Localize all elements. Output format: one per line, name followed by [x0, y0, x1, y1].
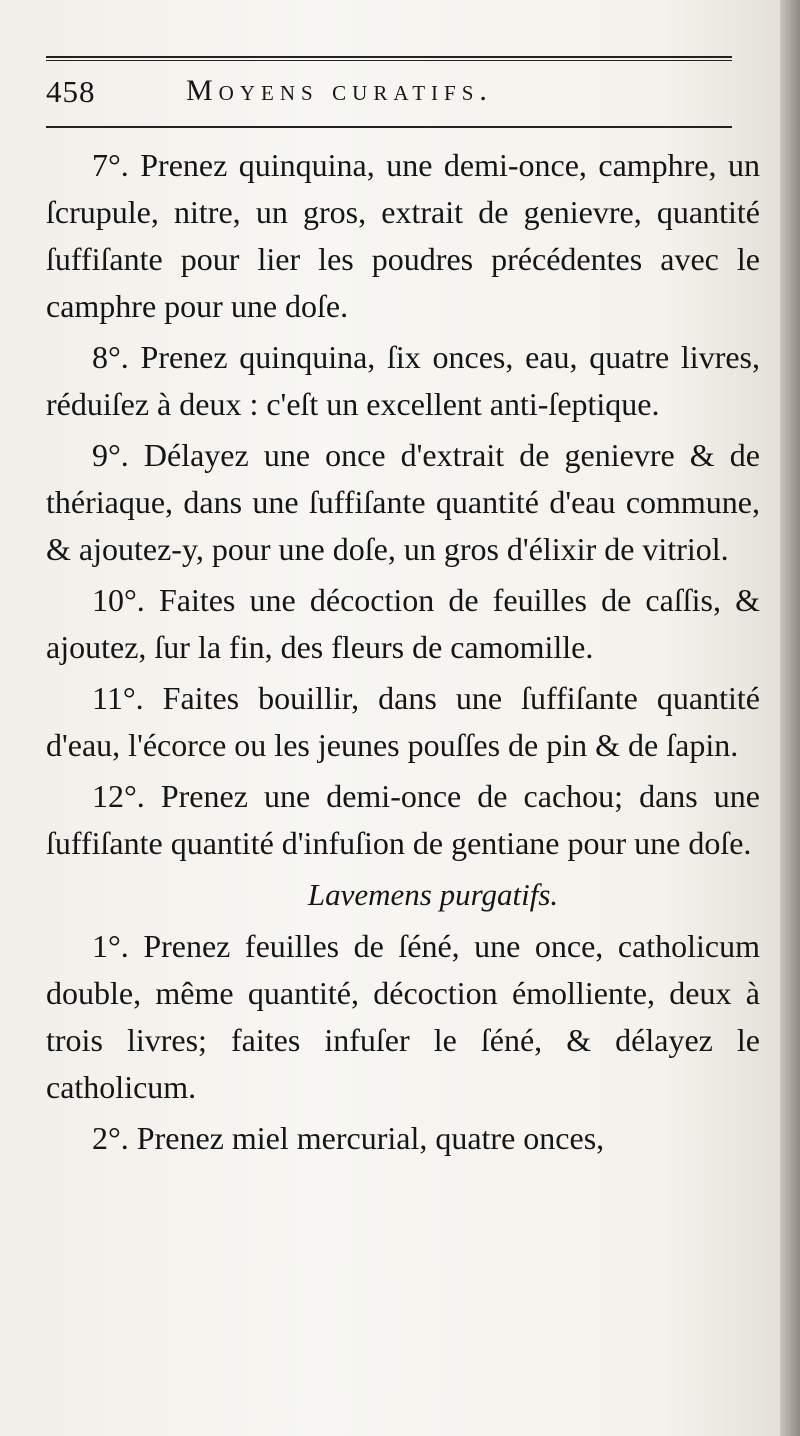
paragraph-7: 7°. Prenez quinquina, une demi-once, camphre, un ſcrupule, nitre, un gros, extrait de genievre, quantité ſuffiſante pour lier les poudres précédentes avec le camphre pour une doſe. — [46, 147, 760, 324]
section-heading: Lavemens purgatifs. — [307, 877, 559, 912]
lavement-2: 2°. Prenez miel mercurial, quatre onces, — [92, 1120, 605, 1156]
body-text — [46, 142, 760, 1162]
paragraph-8: 8°. Prenez quinquina, ſix onces, eau, quatre livres, réduiſez à deux : c'eſt un excellent anti-ſeptique. — [46, 339, 760, 422]
page-edge — [780, 0, 800, 1436]
paragraph-12: 12°. Prenez une demi-once de cachou; dans une ſuffiſante quantité d'infuſion de gentiane pour une doſe. — [46, 778, 760, 861]
page-number: 458 — [46, 74, 96, 109]
lavement-1: 1°. Prenez feuilles de ſéné, une once, catholicum double, même quantité, décoction émolliente, deux à trois livres; faites infuſer le ſéné, & délayez le catholicum. — [46, 928, 760, 1105]
top-rule — [46, 56, 732, 61]
running-title: Moyens curatifs. — [186, 74, 493, 107]
paragraph-10: 10°. Faites une décoction de feuilles de caſſis, & ajoutez, ſur la fin, des fleurs de camomille. — [46, 582, 760, 665]
paragraph-9: 9°. Délayez une once d'extrait de genievre & de thériaque, dans une ſuffiſante quantité d'eau commune, & ajoutez-y, pour une doſe, un gros d'élixir de vitriol. — [46, 437, 760, 567]
header-rule — [46, 126, 732, 128]
paragraph-11: 11°. Faites bouillir, dans une ſuffiſante quantité d'eau, l'écorce ou les jeunes pouſſes de pin & de ſapin. — [46, 680, 760, 763]
running-head — [46, 70, 732, 116]
